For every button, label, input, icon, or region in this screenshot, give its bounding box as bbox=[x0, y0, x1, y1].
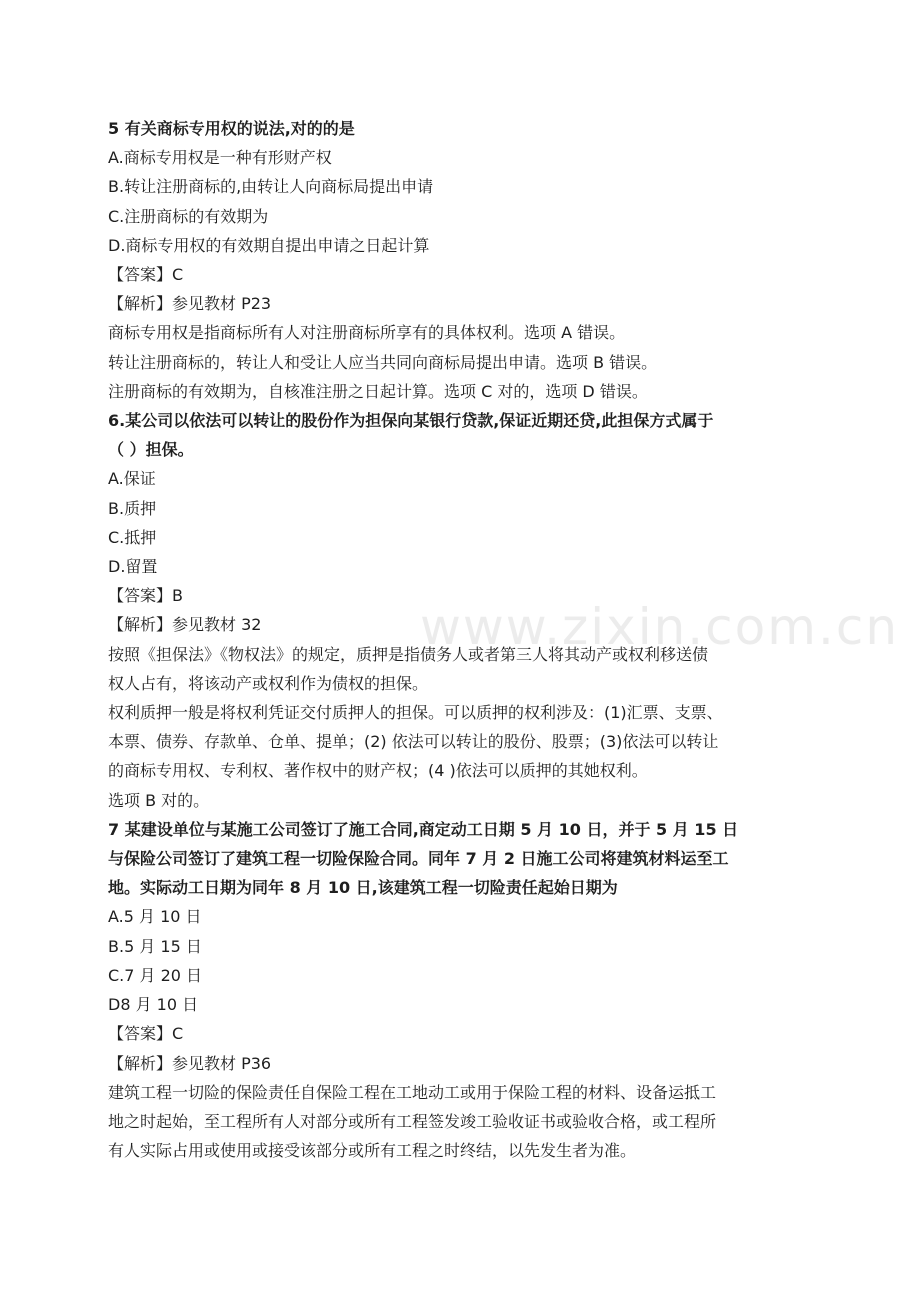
text-line: A.商标专用权是一种有形财产权 bbox=[108, 148, 332, 168]
text-line: 注册商标的有效期为，自核准注册之日起计算。选项 C 对的，选项 D 错误。 bbox=[108, 381, 648, 401]
text-line: D.留置 bbox=[108, 557, 158, 577]
text-line: 建筑工程一切险的保险责任自保险工程在工地动工或用于保险工程的材料、设备运抵工 bbox=[108, 1082, 717, 1102]
question-line: 地。实际动工日期为同年 8 月 10 日,该建筑工程一切险责任起始日期为 bbox=[108, 878, 618, 898]
text-line: A.5 月 10 日 bbox=[108, 907, 202, 927]
text-line: C.7 月 20 日 bbox=[108, 965, 203, 985]
text-line: 地之时起始，至工程所有人对部分或所有工程签发竣工验收证书或验收合格，或工程所 bbox=[108, 1111, 717, 1131]
text-line: C.抵押 bbox=[108, 527, 157, 547]
text-line: 权人占有，将该动产或权利作为债权的担保。 bbox=[108, 673, 429, 693]
text-line: 【解析】参见教材 P23 bbox=[108, 294, 272, 314]
text-line: A.保证 bbox=[108, 469, 156, 489]
text-line: 有人实际占用或使用或接受该部分或所有工程之时终结，以先发生者为准。 bbox=[108, 1141, 637, 1161]
text-line: D.商标专用权的有效期自提出申请之日起计算 bbox=[108, 235, 430, 255]
text-line: 选项 B 对的。 bbox=[108, 790, 210, 810]
text-line: 【解析】参见教材 P36 bbox=[108, 1053, 272, 1073]
text-line: 商标专用权是指商标所有人对注册商标所享有的具体权利。选项 A 错误。 bbox=[108, 323, 626, 343]
text-line: D8 月 10 日 bbox=[108, 995, 199, 1015]
text-line: 【答案】B bbox=[108, 586, 183, 606]
question-line: 与保险公司签订了建筑工程一切险保险合同。同年 7 月 2 日施工公司将建筑材料运至工 bbox=[108, 849, 729, 869]
text-line: 本票、债券、存款单、仓单、提单；(2) 依法可以转让的股份、股票；(3)依法可以转让 bbox=[108, 732, 719, 752]
text-line: C.注册商标的有效期为 bbox=[108, 206, 269, 226]
text-line: B.5 月 15 日 bbox=[108, 936, 202, 956]
watermark: www.zixin.com.cn bbox=[420, 598, 900, 656]
text-line: 的商标专用权、专利权、著作权中的财产权；(4 )依法可以质押的其她权利。 bbox=[108, 761, 648, 781]
question-line: 5 有关商标专用权的说法,对的的是 bbox=[108, 119, 355, 138]
question-line: （ ）担保。 bbox=[108, 440, 194, 460]
text-line: B.转让注册商标的,由转让人向商标局提出申请 bbox=[108, 177, 434, 197]
question-line: 7 某建设单位与某施工公司签订了施工合同,商定动工日期 5 月 10 日，并于 5 月 15 日 bbox=[108, 819, 739, 839]
text-line: 转让注册商标的，转让人和受让人应当共同向商标局提出申请。选项 B 错误。 bbox=[108, 352, 658, 372]
question-line: 6.某公司以依法可以转让的股份作为担保向某银行贷款,保证近期还贷,此担保方式属于 bbox=[108, 411, 714, 431]
document-body bbox=[108, 114, 814, 1165]
text-line: 【答案】C bbox=[108, 1024, 184, 1044]
text-line: 权利质押一般是将权利凭证交付质押人的担保。可以质押的权利涉及：(1)汇票、支票、 bbox=[108, 703, 723, 723]
text-line: B.质押 bbox=[108, 498, 157, 518]
text-line: 【答案】C bbox=[108, 265, 184, 285]
text-line: 【解析】参见教材 32 bbox=[108, 615, 262, 635]
text-line: 按照《担保法》《物权法》的规定，质押是指债务人或者第三人将其动产或权利移送债 bbox=[108, 644, 709, 664]
